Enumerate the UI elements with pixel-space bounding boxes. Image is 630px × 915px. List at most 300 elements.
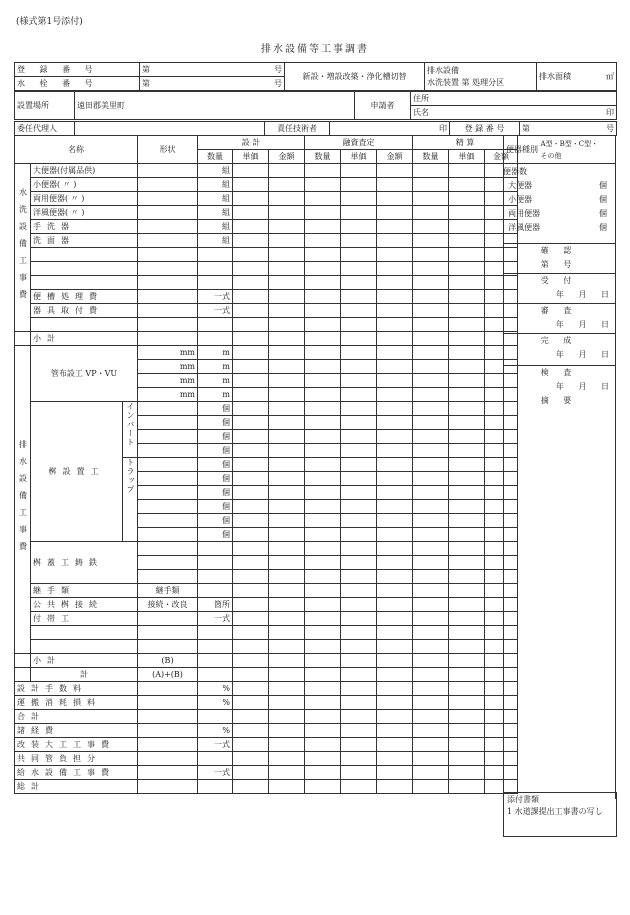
value-cell[interactable]: [377, 542, 413, 556]
value-cell[interactable]: [269, 192, 305, 206]
shape-cell[interactable]: [138, 612, 198, 626]
value-cell[interactable]: [269, 290, 305, 304]
value-cell[interactable]: [341, 276, 377, 290]
value-cell[interactable]: [269, 402, 305, 416]
shape-mm[interactable]: mm: [138, 360, 198, 374]
value-cell[interactable]: [413, 430, 449, 444]
value-cell[interactable]: [233, 234, 269, 248]
value-cell[interactable]: [377, 766, 413, 780]
value-cell[interactable]: [233, 486, 269, 500]
value-cell[interactable]: [269, 752, 305, 766]
value-cell[interactable]: [341, 304, 377, 318]
value-cell[interactable]: [269, 304, 305, 318]
value-cell[interactable]: [449, 570, 485, 584]
value-cell[interactable]: [377, 584, 413, 598]
value-cell[interactable]: [377, 598, 413, 612]
shape-cell[interactable]: [138, 402, 198, 416]
value-cell[interactable]: [377, 318, 413, 332]
shape-cell[interactable]: [138, 220, 198, 234]
value-cell[interactable]: [377, 220, 413, 234]
value-cell[interactable]: [449, 780, 485, 794]
value-cell[interactable]: [269, 346, 305, 360]
value-cell[interactable]: [449, 430, 485, 444]
value-cell[interactable]: [269, 738, 305, 752]
value-cell[interactable]: [413, 682, 449, 696]
value-cell[interactable]: [305, 724, 341, 738]
value-cell[interactable]: [233, 528, 269, 542]
value-cell[interactable]: [377, 374, 413, 388]
shape-cell[interactable]: [138, 766, 198, 780]
value-cell[interactable]: [449, 514, 485, 528]
value-cell[interactable]: [413, 388, 449, 402]
value-cell[interactable]: [377, 654, 413, 668]
shape-cell[interactable]: [138, 206, 198, 220]
value-cell[interactable]: [413, 528, 449, 542]
value-cell[interactable]: [233, 178, 269, 192]
value-cell[interactable]: [377, 710, 413, 724]
value-cell[interactable]: [233, 416, 269, 430]
value-cell[interactable]: [233, 556, 269, 570]
value-cell[interactable]: [305, 346, 341, 360]
value-cell[interactable]: [413, 402, 449, 416]
shape-cell[interactable]: (A)+(B): [138, 668, 198, 682]
value-cell[interactable]: [341, 192, 377, 206]
value-cell[interactable]: [377, 500, 413, 514]
value-cell[interactable]: [413, 724, 449, 738]
value-cell[interactable]: [305, 528, 341, 542]
value-cell[interactable]: [233, 542, 269, 556]
value-cell[interactable]: [341, 332, 377, 346]
value-cell[interactable]: [341, 598, 377, 612]
value-cell[interactable]: [305, 556, 341, 570]
value-cell[interactable]: [449, 164, 485, 178]
value-cell[interactable]: [449, 654, 485, 668]
shape-cell[interactable]: [138, 164, 198, 178]
value-cell[interactable]: [233, 626, 269, 640]
value-cell[interactable]: [233, 332, 269, 346]
value-cell[interactable]: [269, 262, 305, 276]
value-cell[interactable]: [449, 220, 485, 234]
value-cell[interactable]: [305, 752, 341, 766]
value-cell[interactable]: [305, 668, 341, 682]
value-cell[interactable]: [233, 374, 269, 388]
value-cell[interactable]: [377, 486, 413, 500]
value-cell[interactable]: [305, 542, 341, 556]
value-cell[interactable]: [377, 640, 413, 654]
value-cell[interactable]: [413, 640, 449, 654]
value-cell[interactable]: [341, 458, 377, 472]
value-cell[interactable]: [269, 416, 305, 430]
value-cell[interactable]: [233, 780, 269, 794]
value-cell[interactable]: [269, 164, 305, 178]
value-cell[interactable]: [269, 766, 305, 780]
value-cell[interactable]: [449, 696, 485, 710]
shape-cell[interactable]: [138, 248, 198, 262]
value-cell[interactable]: [233, 388, 269, 402]
value-cell[interactable]: [233, 500, 269, 514]
shape-cell[interactable]: (B): [138, 654, 198, 668]
value-cell[interactable]: [413, 262, 449, 276]
value-cell[interactable]: [233, 318, 269, 332]
value-cell[interactable]: [377, 290, 413, 304]
value-cell[interactable]: [413, 318, 449, 332]
value-cell[interactable]: [305, 416, 341, 430]
value-cell[interactable]: [305, 444, 341, 458]
shape-cell[interactable]: [138, 332, 198, 346]
value-cell[interactable]: [413, 304, 449, 318]
value-cell[interactable]: [233, 654, 269, 668]
value-cell[interactable]: [413, 444, 449, 458]
engineer-field[interactable]: [330, 122, 450, 136]
value-cell[interactable]: [377, 416, 413, 430]
value-cell[interactable]: [377, 360, 413, 374]
value-cell[interactable]: [377, 332, 413, 346]
value-cell[interactable]: [305, 402, 341, 416]
shape-cell[interactable]: [138, 500, 198, 514]
value-cell[interactable]: [449, 598, 485, 612]
value-cell[interactable]: [233, 668, 269, 682]
value-cell[interactable]: [377, 388, 413, 402]
value-cell[interactable]: [449, 402, 485, 416]
shape-cell[interactable]: [138, 430, 198, 444]
value-cell[interactable]: [377, 472, 413, 486]
value-cell[interactable]: [233, 710, 269, 724]
value-cell[interactable]: [377, 626, 413, 640]
value-cell[interactable]: [269, 360, 305, 374]
shape-cell[interactable]: [138, 290, 198, 304]
value-cell[interactable]: [377, 556, 413, 570]
value-cell[interactable]: [233, 472, 269, 486]
shape-cell[interactable]: [138, 626, 198, 640]
value-cell[interactable]: [341, 500, 377, 514]
value-cell[interactable]: [341, 570, 377, 584]
value-cell[interactable]: [341, 626, 377, 640]
value-cell[interactable]: [269, 276, 305, 290]
value-cell[interactable]: [233, 248, 269, 262]
value-cell[interactable]: [449, 248, 485, 262]
value-cell[interactable]: [269, 486, 305, 500]
value-cell[interactable]: [449, 626, 485, 640]
shape-cell[interactable]: [138, 752, 198, 766]
value-cell[interactable]: [269, 234, 305, 248]
value-cell[interactable]: [449, 486, 485, 500]
shape-cell[interactable]: [138, 234, 198, 248]
value-cell[interactable]: [377, 402, 413, 416]
value-cell[interactable]: [341, 472, 377, 486]
value-cell[interactable]: [377, 570, 413, 584]
value-cell[interactable]: [413, 780, 449, 794]
value-cell[interactable]: [377, 346, 413, 360]
shape-cell[interactable]: [138, 710, 198, 724]
value-cell[interactable]: [305, 640, 341, 654]
value-cell[interactable]: [377, 444, 413, 458]
value-cell[interactable]: [233, 164, 269, 178]
value-cell[interactable]: [413, 220, 449, 234]
value-cell[interactable]: [341, 374, 377, 388]
shape-cell[interactable]: [138, 696, 198, 710]
value-cell[interactable]: [269, 206, 305, 220]
value-cell[interactable]: [377, 206, 413, 220]
value-cell[interactable]: [233, 402, 269, 416]
value-cell[interactable]: [413, 234, 449, 248]
value-cell[interactable]: [413, 710, 449, 724]
value-cell[interactable]: [377, 780, 413, 794]
value-cell[interactable]: [413, 584, 449, 598]
value-cell[interactable]: [449, 416, 485, 430]
value-cell[interactable]: [413, 766, 449, 780]
value-cell[interactable]: [413, 346, 449, 360]
value-cell[interactable]: [413, 164, 449, 178]
value-cell[interactable]: [305, 458, 341, 472]
value-cell[interactable]: [449, 710, 485, 724]
value-cell[interactable]: [449, 640, 485, 654]
value-cell[interactable]: [341, 234, 377, 248]
value-cell[interactable]: [413, 626, 449, 640]
value-cell[interactable]: [449, 724, 485, 738]
value-cell[interactable]: [305, 500, 341, 514]
value-cell[interactable]: [305, 332, 341, 346]
value-cell[interactable]: [377, 192, 413, 206]
value-cell[interactable]: [305, 304, 341, 318]
engineer-reg-field[interactable]: 第 号: [520, 122, 617, 136]
value-cell[interactable]: [269, 458, 305, 472]
value-cell[interactable]: [305, 192, 341, 206]
value-cell[interactable]: [269, 332, 305, 346]
value-cell[interactable]: [341, 654, 377, 668]
value-cell[interactable]: [413, 500, 449, 514]
value-cell[interactable]: [233, 290, 269, 304]
value-cell[interactable]: [413, 514, 449, 528]
shape-mm[interactable]: mm: [138, 374, 198, 388]
value-cell[interactable]: [233, 276, 269, 290]
value-cell[interactable]: [449, 192, 485, 206]
value-cell[interactable]: [413, 290, 449, 304]
value-cell[interactable]: [449, 738, 485, 752]
value-cell[interactable]: [269, 472, 305, 486]
shape-cell[interactable]: [138, 318, 198, 332]
value-cell[interactable]: [269, 682, 305, 696]
shape-cell[interactable]: [138, 780, 198, 794]
value-cell[interactable]: [377, 738, 413, 752]
value-cell[interactable]: [413, 556, 449, 570]
value-cell[interactable]: [269, 388, 305, 402]
value-cell[interactable]: [341, 696, 377, 710]
value-cell[interactable]: [305, 430, 341, 444]
value-cell[interactable]: [449, 262, 485, 276]
value-cell[interactable]: [269, 220, 305, 234]
value-cell[interactable]: [449, 584, 485, 598]
value-cell[interactable]: [233, 752, 269, 766]
value-cell[interactable]: [449, 458, 485, 472]
value-cell[interactable]: [269, 710, 305, 724]
value-cell[interactable]: [341, 738, 377, 752]
value-cell[interactable]: [341, 780, 377, 794]
value-cell[interactable]: [341, 430, 377, 444]
value-cell[interactable]: [269, 640, 305, 654]
value-cell[interactable]: [341, 248, 377, 262]
value-cell[interactable]: [341, 290, 377, 304]
value-cell[interactable]: [377, 612, 413, 626]
value-cell[interactable]: [413, 374, 449, 388]
value-cell[interactable]: [341, 262, 377, 276]
shape-cell[interactable]: [138, 444, 198, 458]
value-cell[interactable]: [269, 444, 305, 458]
value-cell[interactable]: [269, 248, 305, 262]
shape-cell[interactable]: [138, 738, 198, 752]
value-cell[interactable]: [341, 612, 377, 626]
value-cell[interactable]: [377, 458, 413, 472]
value-cell[interactable]: [233, 444, 269, 458]
value-cell[interactable]: [305, 766, 341, 780]
value-cell[interactable]: [341, 318, 377, 332]
value-cell[interactable]: [377, 276, 413, 290]
value-cell[interactable]: [305, 360, 341, 374]
value-cell[interactable]: [233, 360, 269, 374]
value-cell[interactable]: [305, 626, 341, 640]
value-cell[interactable]: [233, 696, 269, 710]
value-cell[interactable]: [341, 710, 377, 724]
value-cell[interactable]: [233, 584, 269, 598]
value-cell[interactable]: [341, 444, 377, 458]
value-cell[interactable]: [449, 472, 485, 486]
location-value[interactable]: 遠田郡美里町: [75, 92, 355, 120]
value-cell[interactable]: [413, 612, 449, 626]
value-cell[interactable]: [341, 388, 377, 402]
value-cell[interactable]: [269, 780, 305, 794]
value-cell[interactable]: [377, 262, 413, 276]
value-cell[interactable]: [413, 542, 449, 556]
value-cell[interactable]: [305, 276, 341, 290]
value-cell[interactable]: [233, 766, 269, 780]
value-cell[interactable]: [377, 164, 413, 178]
value-cell[interactable]: [341, 220, 377, 234]
value-cell[interactable]: [269, 500, 305, 514]
value-cell[interactable]: [305, 654, 341, 668]
value-cell[interactable]: [305, 514, 341, 528]
shape-mm[interactable]: mm: [138, 346, 198, 360]
value-cell[interactable]: [233, 598, 269, 612]
value-cell[interactable]: [233, 612, 269, 626]
value-cell[interactable]: [449, 276, 485, 290]
value-cell[interactable]: [233, 738, 269, 752]
shape-cell[interactable]: [138, 262, 198, 276]
value-cell[interactable]: [269, 514, 305, 528]
value-cell[interactable]: [341, 528, 377, 542]
value-cell[interactable]: [305, 570, 341, 584]
value-cell[interactable]: [305, 710, 341, 724]
value-cell[interactable]: [269, 528, 305, 542]
value-cell[interactable]: [341, 668, 377, 682]
value-cell[interactable]: [305, 290, 341, 304]
value-cell[interactable]: [413, 192, 449, 206]
value-cell[interactable]: [269, 430, 305, 444]
value-cell[interactable]: [269, 598, 305, 612]
value-cell[interactable]: [269, 178, 305, 192]
value-cell[interactable]: [233, 346, 269, 360]
value-cell[interactable]: [377, 430, 413, 444]
value-cell[interactable]: [377, 696, 413, 710]
value-cell[interactable]: [449, 374, 485, 388]
value-cell[interactable]: [269, 612, 305, 626]
value-cell[interactable]: [341, 542, 377, 556]
value-cell[interactable]: [305, 220, 341, 234]
value-cell[interactable]: [305, 164, 341, 178]
value-cell[interactable]: [341, 164, 377, 178]
value-cell[interactable]: [233, 640, 269, 654]
value-cell[interactable]: [233, 724, 269, 738]
value-cell[interactable]: [341, 402, 377, 416]
value-cell[interactable]: [269, 654, 305, 668]
value-cell[interactable]: [305, 248, 341, 262]
value-cell[interactable]: [233, 192, 269, 206]
name-field[interactable]: 氏名 印: [411, 106, 617, 120]
value-cell[interactable]: [305, 178, 341, 192]
shape-cell[interactable]: [138, 640, 198, 654]
value-cell[interactable]: [269, 374, 305, 388]
value-cell[interactable]: [233, 262, 269, 276]
value-cell[interactable]: [305, 472, 341, 486]
value-cell[interactable]: [341, 682, 377, 696]
value-cell[interactable]: [377, 668, 413, 682]
value-cell[interactable]: [269, 584, 305, 598]
value-cell[interactable]: [449, 206, 485, 220]
reg-no-field[interactable]: 第 号: [140, 63, 285, 77]
value-cell[interactable]: [449, 332, 485, 346]
value-cell[interactable]: [305, 696, 341, 710]
value-cell[interactable]: [413, 668, 449, 682]
shape-cell[interactable]: [138, 542, 198, 556]
shape-cell[interactable]: [138, 304, 198, 318]
value-cell[interactable]: [233, 430, 269, 444]
value-cell[interactable]: [233, 458, 269, 472]
value-cell[interactable]: [305, 318, 341, 332]
value-cell[interactable]: [413, 486, 449, 500]
value-cell[interactable]: [449, 528, 485, 542]
value-cell[interactable]: [305, 584, 341, 598]
value-cell[interactable]: [269, 556, 305, 570]
value-cell[interactable]: [233, 514, 269, 528]
value-cell[interactable]: [305, 486, 341, 500]
value-cell[interactable]: [269, 724, 305, 738]
address-field[interactable]: 住所: [411, 92, 617, 106]
value-cell[interactable]: [305, 598, 341, 612]
shape-cell[interactable]: [138, 528, 198, 542]
value-cell[interactable]: [341, 360, 377, 374]
shape-cell[interactable]: [138, 472, 198, 486]
shape-cell[interactable]: [138, 192, 198, 206]
value-cell[interactable]: [449, 178, 485, 192]
value-cell[interactable]: [413, 360, 449, 374]
value-cell[interactable]: [305, 682, 341, 696]
value-cell[interactable]: [449, 542, 485, 556]
value-cell[interactable]: [413, 472, 449, 486]
value-cell[interactable]: [413, 206, 449, 220]
value-cell[interactable]: [233, 206, 269, 220]
agent-field[interactable]: [75, 122, 265, 136]
shape-cell[interactable]: [138, 682, 198, 696]
value-cell[interactable]: [305, 206, 341, 220]
value-cell[interactable]: [377, 304, 413, 318]
value-cell[interactable]: [341, 206, 377, 220]
value-cell[interactable]: [377, 514, 413, 528]
value-cell[interactable]: [269, 318, 305, 332]
shape-mm[interactable]: mm: [138, 388, 198, 402]
value-cell[interactable]: [305, 738, 341, 752]
value-cell[interactable]: [341, 752, 377, 766]
value-cell[interactable]: [449, 500, 485, 514]
shape-cell[interactable]: [138, 514, 198, 528]
value-cell[interactable]: [449, 346, 485, 360]
